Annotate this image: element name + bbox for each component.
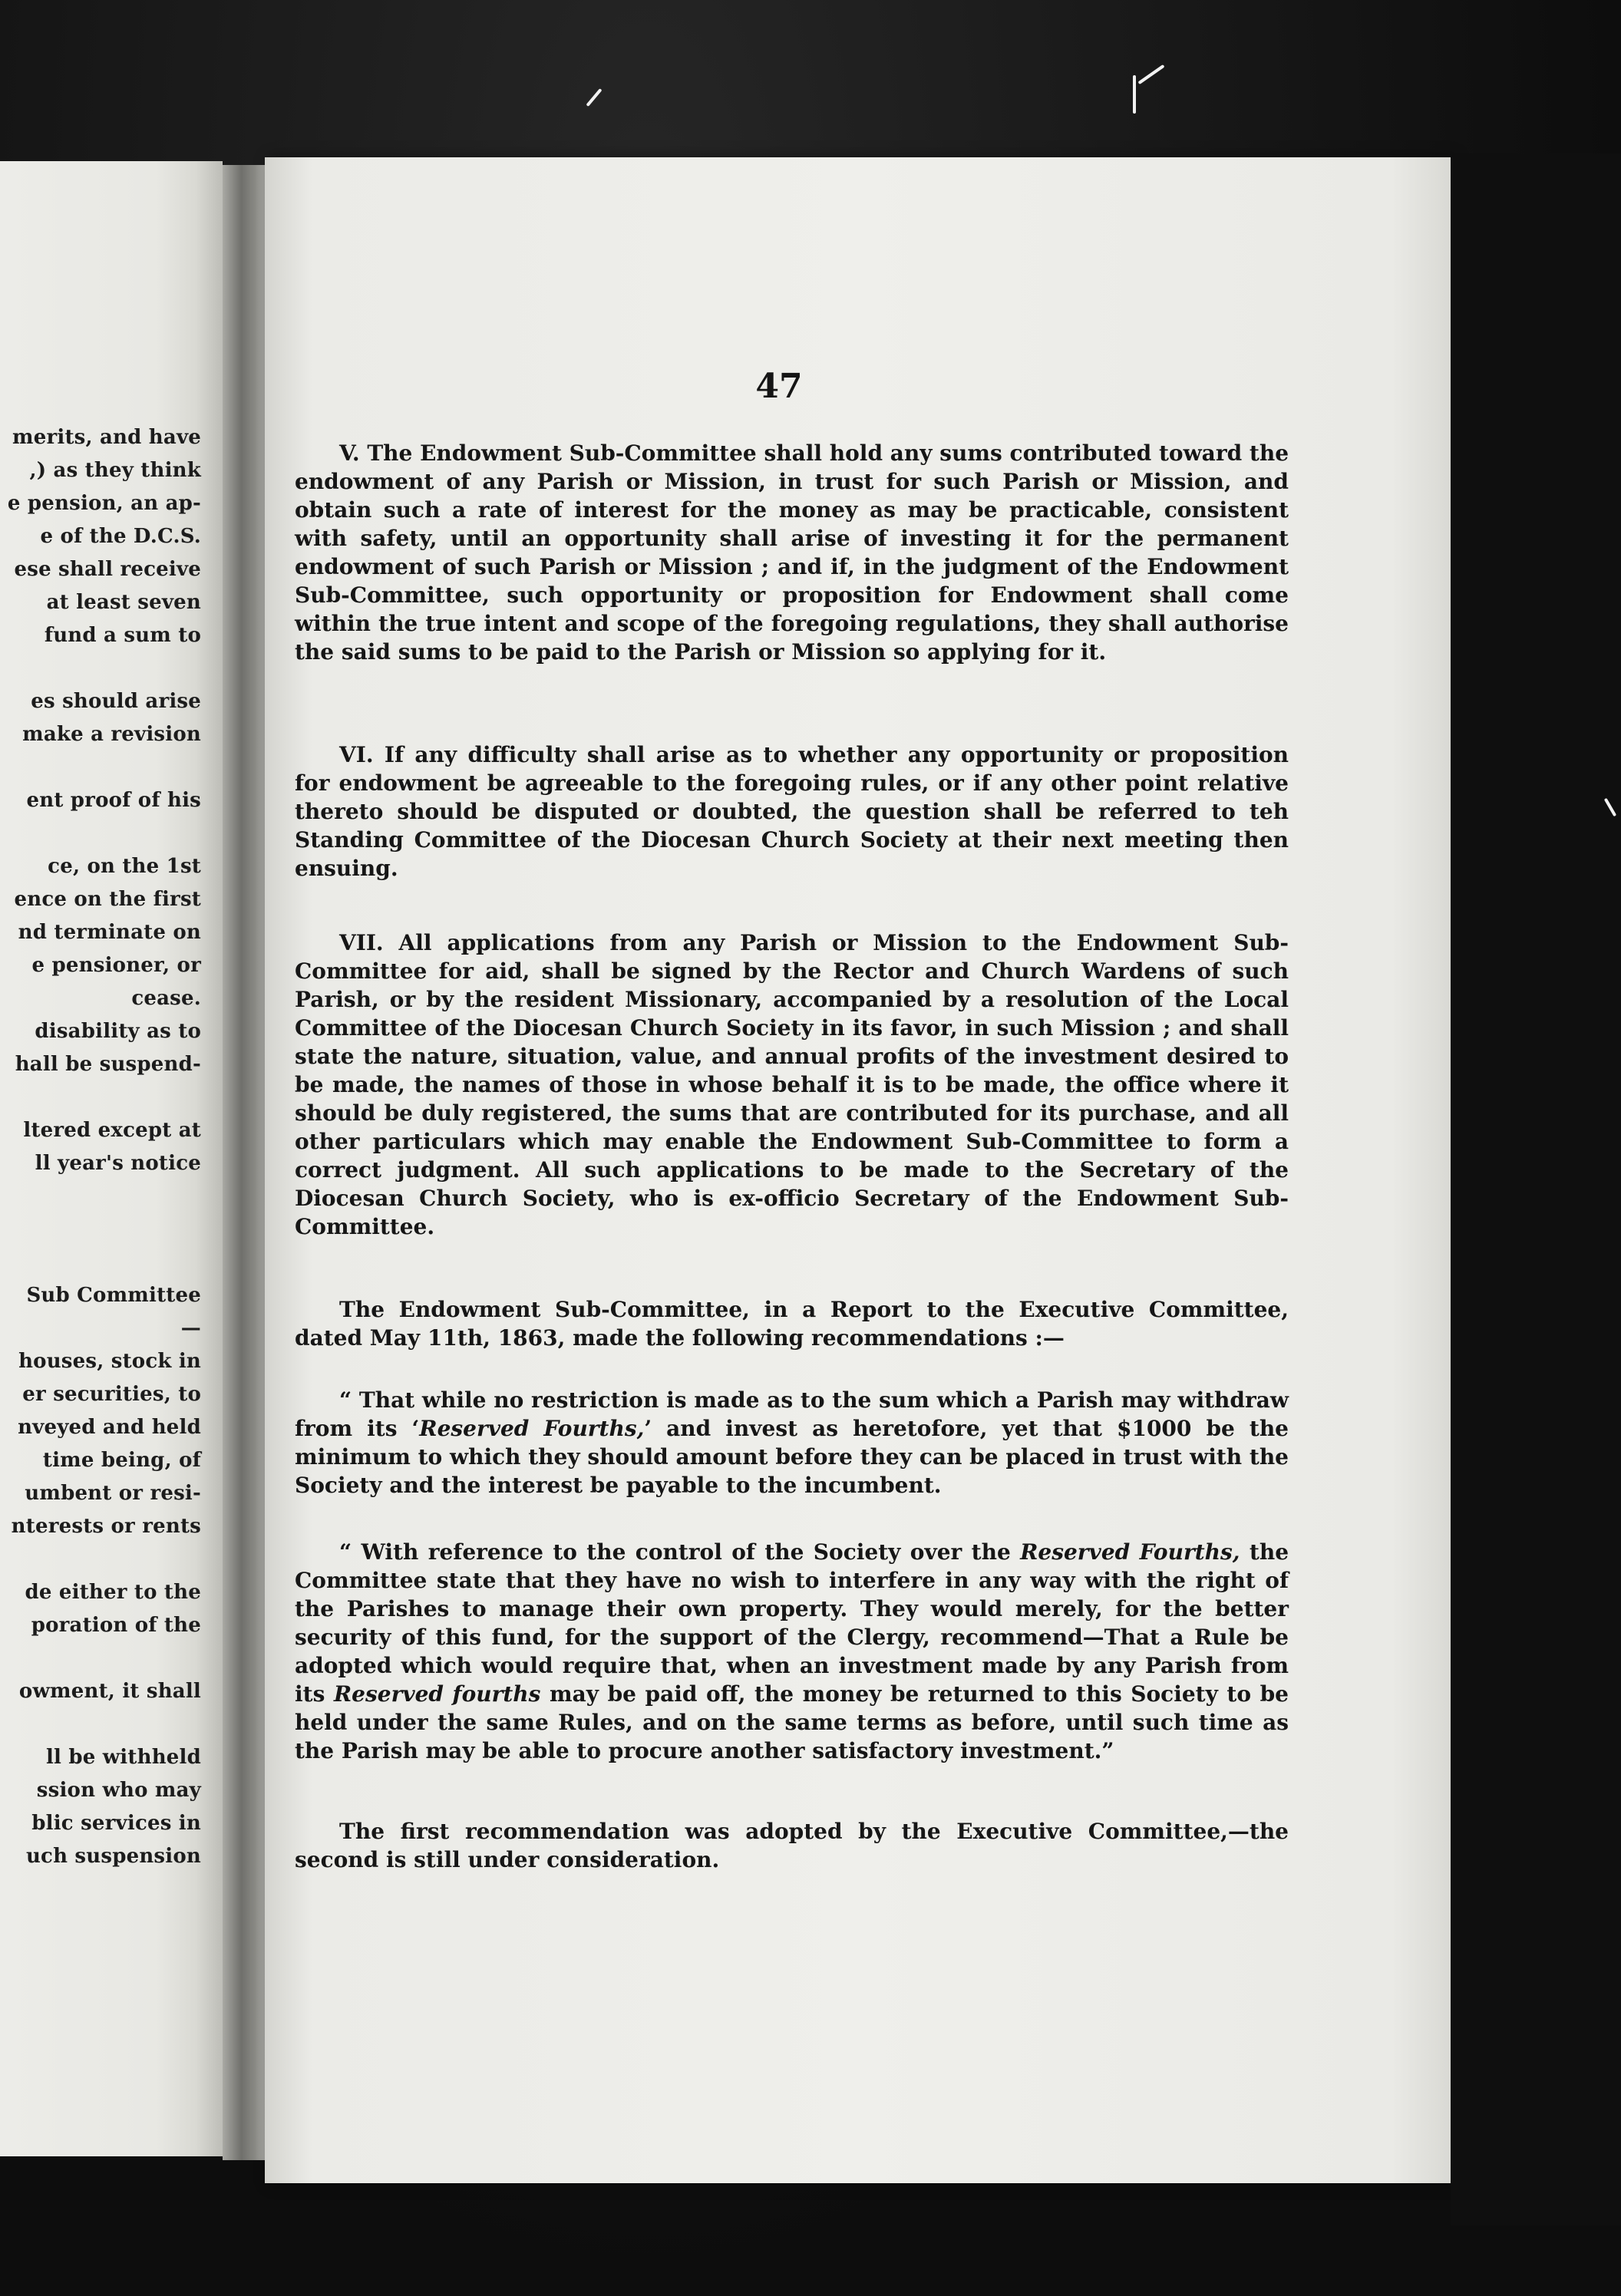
recommendation-1: [295, 1386, 1289, 1499]
left-fragment-line: houses, stock in: [18, 1350, 201, 1373]
left-fragment-line: at least seven: [46, 591, 201, 614]
section-vii: [295, 929, 1289, 1241]
left-fragment-line: disability as to: [35, 1020, 201, 1043]
left-fragment-line: —: [180, 1317, 201, 1340]
left-fragment-line: make a revision: [22, 723, 201, 746]
left-fragment-line: de either to the: [25, 1581, 201, 1604]
left-fragment-line: poration of the: [31, 1614, 201, 1637]
quote-1: “ That while no restriction is made as to the sum which a Parish may withdraw from its ‘Reserved Fourths,’ and invest as heretofore, yet that $1000 be the minimum to which they should amount before they can be placed in trust with the Society and the interest be payable to the incumbent.: [295, 1387, 1289, 1498]
paragraph-report: The Endowment Sub-Committee, in a Report to the Executive Committee, dated May 11th, 1863, made the following recommendations :—: [295, 1297, 1289, 1351]
left-fragment-line: cease.: [131, 987, 201, 1010]
left-fragment-line: blic services in: [31, 1812, 201, 1835]
left-fragment-line: e pensioner, or: [31, 954, 201, 977]
left-fragment-line: ssion who may: [36, 1779, 201, 1802]
left-fragment-line: ce, on the 1st: [48, 855, 201, 878]
left-fragment-line: owment, it shall: [18, 1680, 201, 1703]
left-fragment-line: merits, and have: [12, 426, 201, 449]
scan-right-edge: [1451, 153, 1621, 2225]
left-fragment-line: time being, of: [42, 1449, 201, 1472]
left-fragment-line: ll year's notice: [35, 1152, 201, 1175]
section-vi: [295, 741, 1289, 882]
scan-speck: [1133, 75, 1136, 114]
left-fragment-line: er securities, to: [22, 1383, 201, 1406]
left-fragment-line: nveyed and held: [18, 1416, 201, 1439]
left-fragment-line: ese shall receive: [14, 558, 201, 581]
paragraph-vi: VI. If any difficulty shall arise as to whether any opportunity or proposition for endowment be agreeable to the foregoing rules, or if any other point relative thereto should be disputed or doubted, the question shall be referred to teh Standing Committee of the Diocesan Church Society at their next meeting then ensuing.: [295, 742, 1289, 881]
paragraph-v: V. The Endowment Sub-Committee shall hold any sums contributed toward the endowment of any Parish or Mission, in trust for such Parish or Mission, and obtain such a rate of interest for the money as may be practicable, consistent with safety, until an opportunity shall arise of investing it for the permanent endowment of such Parish or Mission ; and if, in the judgment of the Endowment Sub-Committee, such opportunity or proposition for Endowment shall come within the true intent and scope of the foregoing regulations, they shall authorise the said sums to be paid to the Parish or Mission so applying for it.: [295, 440, 1289, 665]
left-fragment-line: ence on the first: [14, 888, 201, 911]
left-fragment-line: umbent or resi-: [25, 1482, 201, 1505]
left-fragment-line: nterests or rents: [11, 1515, 201, 1538]
left-fragment-line: es should arise: [31, 690, 201, 713]
recommendation-2: [295, 1538, 1289, 1765]
left-fragment-line: e of the D.C.S.: [40, 525, 201, 548]
closing-statement: [295, 1817, 1289, 1874]
left-fragment-line: ent proof of his: [26, 789, 201, 812]
report-intro: [295, 1295, 1289, 1352]
left-fragment-line: fund a sum to: [44, 624, 201, 647]
section-v: [295, 439, 1289, 666]
left-fragment-line: nd terminate on: [18, 921, 201, 944]
left-fragment-line: ll be withheld: [45, 1746, 201, 1769]
paragraph-vii: VII. All applications from any Parish or Mission to the Endowment Sub-Committee for aid, shall be signed by the Rector and Church Wardens of such Parish, or by the resident Missionary, accompanied by a resolution of the Local Committee of the Diocesan Church Society in its favor, in such Mission ; and shall state the nature, situation, value, and annual profits of the investment desired to be made, the names of those in whose behalf it is to be made, the office where it should be duly registered, the sums that are contributed for its purchase, and all other particulars which may enable the Endowment Sub-Committee to form a correct judgment. All such applications to be made to the Secretary of the Diocesan Church Society, who is ex-officio Secretary of the Endowment Sub-Committee.: [295, 930, 1289, 1239]
paragraph-closing: The first recommendation was adopted by the Executive Committee,—the second is still under consideration.: [295, 1819, 1289, 1872]
left-fragment-line: Sub Committee: [26, 1284, 201, 1307]
quote-2: “ With reference to the control of the Society over the Reserved Fourths, the Committee state that they have no wish to interfere in any way with the right of the Parishes to manage their own property. They would merely, for the better security of this fund, for the support of the Clergy, recommend—That a Rule be adopted which would require that, when an investment made by any Parish from its Reserved fourths may be paid off, the money be returned to this Society to be held under the same Rules, and on the same terms as before, until such time as the Parish may be able to procure another satisfactory investment.”: [295, 1539, 1289, 1763]
left-fragment-line: ,) as they think: [29, 459, 201, 482]
left-fragment-line: ltered except at: [23, 1119, 201, 1142]
left-fragment-line: uch suspension: [25, 1845, 201, 1868]
page-number: 47: [755, 367, 803, 406]
left-fragment-line: hall be suspend-: [15, 1053, 201, 1076]
left-fragment-line: e pension, an ap-: [7, 492, 201, 515]
